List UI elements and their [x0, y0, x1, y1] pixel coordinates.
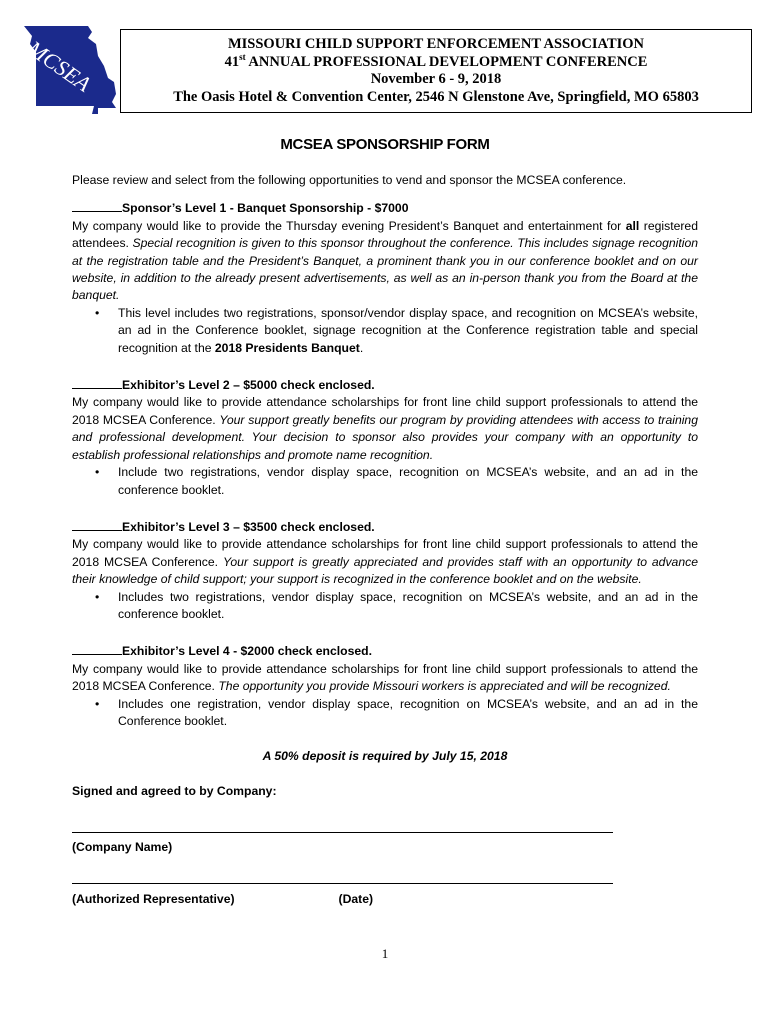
company-name-line[interactable]	[72, 832, 613, 833]
level-3-heading: Exhibitor’s Level 3 – $3500 check enclosed.	[72, 517, 698, 536]
bullet-icon: •	[95, 696, 100, 711]
bullet-icon: •	[95, 589, 100, 604]
level-1-checkbox-line[interactable]	[72, 198, 122, 212]
form-body	[72, 172, 698, 908]
logo-letters: MCSEA	[23, 35, 96, 97]
mcsea-logo	[18, 22, 120, 114]
bullet-icon: •	[95, 305, 100, 320]
signature-labels	[72, 891, 698, 908]
level-1-heading: Sponsor’s Level 1 - Banquet Sponsorship - $7000	[72, 198, 698, 217]
conference-dates: November 6 - 9, 2018	[370, 71, 502, 87]
page-number: 1	[381, 946, 389, 961]
level-2-description: My company would like to provide attendance scholarships for front line child support professionals to attend the 2018 MCSEA Conference. Your support greatly benefits our program by providing attendees with access to training and professional development. Your decision to sponsor also provides your company with an opportunity to establish professional relationships and promote name recognition.	[72, 395, 698, 462]
conference-name: 41st ANNUAL PROFESSIONAL DEVELOPMENT CONFERENCE	[224, 51, 648, 70]
level-1-description: My company would like to provide the Thursday evening President’s Banquet and entertainment for all registered attendees. Special recognition is given to this sponsor throughout the conference. This includes signage recognition at the registration table and the President’s Banquet, a prominent thank you in our conference booklet and on our website, in addition to the already present advertisements, as well as an in-person thank you from the Board at the banquet.	[72, 218, 698, 303]
level-4-bullet: • Includes one registration, vendor display space, recognition on MCSEA’s website, and an ad in the Conference booklet.	[95, 696, 698, 728]
level-2-section	[72, 375, 698, 499]
level-3-bullet: • Includes two registrations, vendor display space, recognition on MCSEA’s website, and an ad in the conference booklet.	[95, 589, 698, 621]
level-1-bullet: • This level includes two registrations, sponsor/vendor display space, and recognition on MCSEA’s website, an ad in the Conference booklet, signage recognition at the Conference registration table and special recognition at the 2018 Presidents Banquet.	[95, 305, 698, 355]
representative-line[interactable]	[72, 883, 613, 884]
signature-heading: Signed and agreed to by Company:	[72, 783, 277, 798]
level-3-section	[72, 517, 698, 623]
level-2-checkbox-line[interactable]	[72, 375, 122, 389]
form-title: MCSEA SPONSORSHIP FORM	[280, 136, 490, 153]
deposit-notice: A 50% deposit is required by July 15, 2018	[262, 749, 508, 764]
representative-label: (Authorized Representative)	[72, 891, 235, 906]
level-4-heading: Exhibitor’s Level 4 - $2000 check enclosed.	[72, 641, 698, 660]
level-2-bullet: • Include two registrations, vendor display space, recognition on MCSEA’s website, and an ad in the conference booklet.	[95, 465, 698, 497]
level-1-section	[72, 198, 698, 357]
conference-venue: The Oasis Hotel & Convention Center, 2546 N Glenstone Ave, Springfield, MO 65803	[173, 88, 699, 105]
level-4-section	[72, 641, 698, 730]
level-4-checkbox-line[interactable]	[72, 641, 122, 655]
intro-text: Please review and select from the following opportunities to vend and sponsor the MCSEA conference.	[72, 173, 627, 187]
level-4-description: My company would like to provide attendance scholarships for front line child support professionals to attend the 2018 MCSEA Conference. The opportunity you provide Missouri workers is appreciated and will be recognized.	[72, 661, 698, 694]
conference-header	[120, 29, 752, 113]
bullet-icon: •	[95, 465, 100, 480]
company-name-label: (Company Name)	[72, 840, 173, 855]
level-3-description: My company would like to provide attendance scholarships for front line child support professionals to attend the 2018 MCSEA Conference. Your support is greatly appreciated and provides staff with an opportunity to advance their knowledge of child support; your support is recognized in the conference booklet and on the website.	[72, 537, 698, 587]
date-label: (Date)	[338, 891, 374, 906]
level-2-heading: Exhibitor’s Level 2 – $5000 check enclosed.	[72, 375, 698, 394]
association-name: MISSOURI CHILD SUPPORT ENFORCEMENT ASSOCIATION	[227, 36, 645, 52]
level-3-checkbox-line[interactable]	[72, 517, 122, 531]
